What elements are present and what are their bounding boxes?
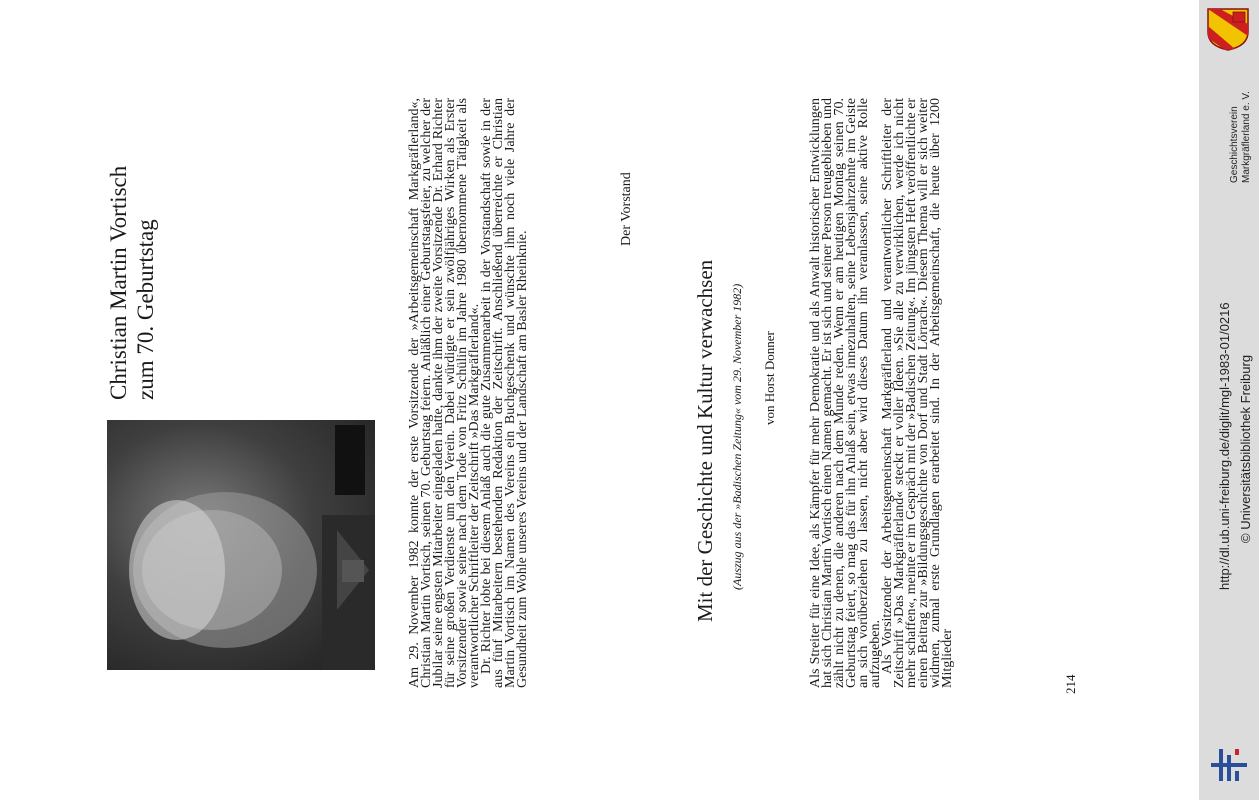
society-name-line1: Geschichtsverein <box>1229 106 1240 183</box>
article2-body <box>810 98 954 688</box>
article1-title <box>105 120 159 400</box>
source-url-link[interactable]: http://dl.ub.uni-freiburg.de/diglit/mgl-1983-01/0216 <box>1217 302 1232 590</box>
copyright-text: © Universitätsbibliothek Freiburg <box>1238 354 1253 543</box>
article2-subtitle: (Auszug aus der »Badischen Zeitung« vom 29. November 1982) <box>730 283 744 590</box>
article2-paragraph-1: Als Streiter für eine Idee, als Kämpfer für mehr Demokratie und als Anwalt historischer Entwicklungen hat sich Christian Martin Vortisch einen Namen gemacht. Er ist sich und seiner Person treugeblieben und zählt nicht zu denen, die anderen nach dem Munde reden. Wenn er am heutigen Montag seinen 70. Geburtstag feiert, so mag das für ihn Anlaß sein, etwas innezuhalten, seine Lebensjahrzehnte im Geiste an sich vorüberziehen zu lassen, nicht aber wird dieses Datum ihn veranlassen, seine aktive Rolle aufzugeben. <box>808 98 883 688</box>
society-crest-icon <box>1205 6 1251 52</box>
article1-title-line2: zum 70. Geburtstag <box>133 219 158 400</box>
university-library-logo-icon <box>1207 745 1251 785</box>
page-number: 214 <box>1063 674 1078 694</box>
society-name <box>1229 91 1253 183</box>
article2-author: von Horst Donner <box>762 331 777 425</box>
society-name-line2: Markgräflerland e. V. <box>1241 91 1252 183</box>
article1-paragraph-1: Am 29. November 1982 konnte der erste Vorsitzende der »Arbeitsgemeinschaft Markgräflerland«, Christian Martin Vortisch, seinen 70. Geburtstag feiern. Anläßlich einer Geburtstagsfeier, zu welcher der Jubilar seine engsten Mitarbeiter eingeladen hatte, dankte ihm der zweite Vorsitzende Dr. Erhard Richter für seine großen Verdienste um den Verein. Dabei würdigte er sein zwölfjähriges Wirken als Erster Vorsitzender sowie seine nach dem Tode von Fritz Schülin im Jahre 1980 übernommene Tätigkeit als verantwortlicher Schriftleiter der Zeitschrift »Das Markgräflerland«. <box>407 98 482 688</box>
article1-signature: Der Vorstand <box>619 172 634 246</box>
article1-title-line1: Christian Martin Vortisch <box>106 165 131 400</box>
article2-paragraph-2: Als Vorsitzender der Arbeitsgemeinschaft Markgräflerland und verantwortlicher Schriftleiter der Zeitschrift »Das Markgräflerland« steckt er voller Ideen. »Sie alle zu verwirklichen, werde ich nicht mehr schaffen«, meinte er im Gespräch mit der »Badischen Zeitung«. Im jüngsten Heft veröffentlichte er einen Beitrag zur »Bildungsgeschichte von Dorf und Stadt Lörrach«. Diesem Thema will er sich weiter widmen, zumal erste Grundlagen erarbeitet sind. In der Arbeitsgemeinschaft, die heute über 1200 Mitglieder <box>880 98 955 688</box>
article2-title: Mit der Geschichte und Kultur verwachsen <box>693 259 717 622</box>
article1-paragraph-2: Dr. Richter lobte bei diesem Anlaß auch die gute Zusammenarbeit in der Vorstandschaft sowie in der aus fünf Mitarbeitern bestehenden Redaktion der Zeitschrift. Anschließend überreichte er Christian Martin Vortisch im Namen des Vereins ein Buchgeschenk und wünschte ihm noch viele Jahre der Gesundheit zum Wohle unseres Vereins und der Landschaft am Basler Rheinknie. <box>479 98 530 688</box>
portrait-photo <box>107 420 375 670</box>
article1-body <box>409 98 529 688</box>
